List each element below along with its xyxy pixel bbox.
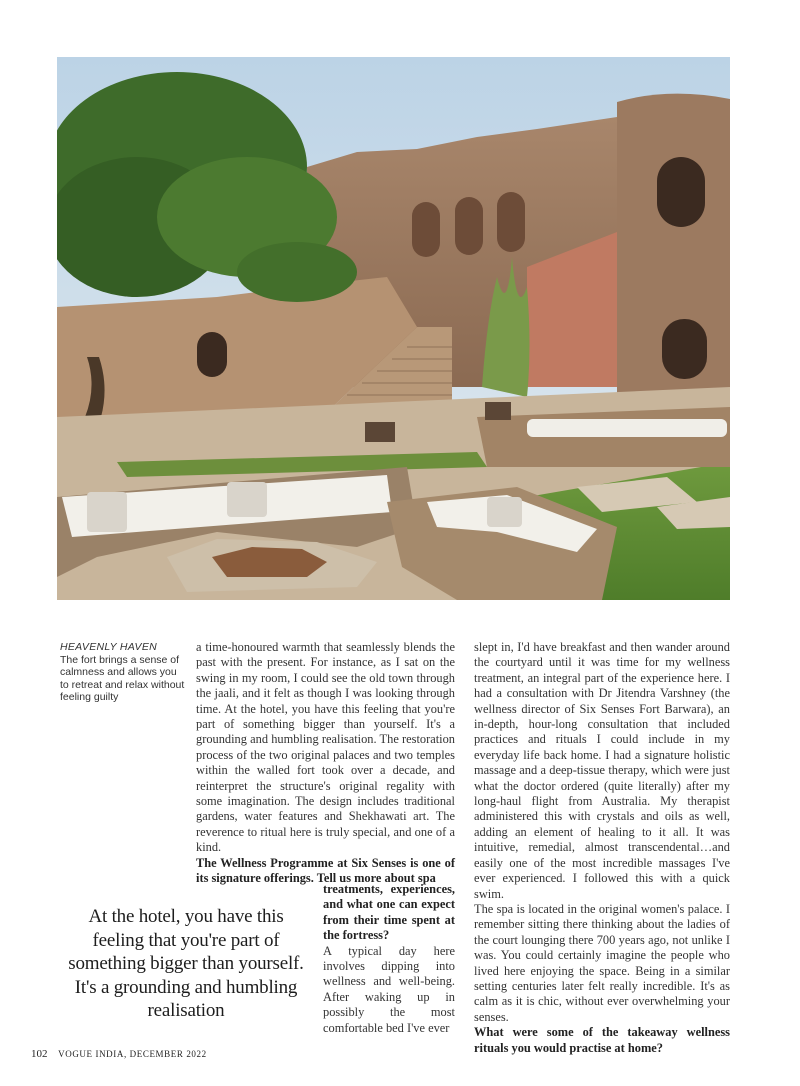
article-column-right	[474, 640, 730, 1056]
interview-question: The Wellness Programme at Six Senses is one of its signature offerings. Tell us more about spa	[196, 855, 455, 886]
article-column-middle	[196, 640, 455, 887]
page-footer	[31, 1048, 207, 1060]
article-paragraph: slept in, I'd have breakfast and then wander around the courtyard until it was time for my wellness treatment, an integral part of the experience here. I had a consultation with Dr Jitendra Varshney (the wellness director of Six Senses Fort Barwara), an in-depth, hour-long consultation that included practices and rituals I could include in my everyday life back home. I had a signature holistic massage and a deep-tissue therapy, which were just what the doctor ordered (quite literally) after my long-haul flight from Australia. My therapist administered this with crystals and oils as well, adding an element of healing to it all. It was intuitive, remedial, almost transcendental…and easily one of the most incredible massages I've ever experienced. I followed this with a quick swim.	[474, 640, 730, 901]
magazine-issue: VOGUE INDIA, DECEMBER 2022	[58, 1049, 207, 1059]
caption-body: The fort brings a sense of calmness and allows you to retreat and relax without feeling guilty	[60, 653, 185, 703]
fort-courtyard-photo	[57, 57, 730, 600]
article-paragraph: The spa is located in the original women's palace. I remember sitting there thinking about the ladies of the court lounging there 700 years ago, not unlike I was. You could certainly imagine the people who lived here enjoying the space. Being in a similar setting centuries later felt really incredible. It's as calm as it is chic, without ever overwhelming your senses.	[474, 901, 730, 1024]
photo-caption	[60, 641, 185, 704]
page-number: 102	[31, 1048, 48, 1060]
caption-title: HEAVENLY HAVEN	[60, 641, 158, 653]
pull-quote: At the hotel, you have this feeling that you're part of something bigger than yourself. It's a grounding and humbling realisation	[68, 906, 304, 1021]
article-paragraph: a time-honoured warmth that seamlessly blends the past with the present. For instance, as I sat on the swing in my room, I could see the old town through the jaali, and it felt as though I was looking through time. At the hotel, you have this feeling that you're part of something bigger than yourself. It's a grounding and humbling realisation. The restoration process of the two original palaces and two temples within the walled fort took over a decade, and reinterpret the structure's original regality with some imagination. The design includes traditional gardens, water features and Shekhawati art. The reverence to ritual here is truly special, and one of a kind.	[196, 640, 455, 855]
article-paragraph: A typical day here involves dipping into wellness and well-being. After waking up in possibly the most comfortable bed I've ever	[323, 943, 455, 1035]
interview-question-continued: treatments, experiences, and what one can expect from their time spent at the fortress?	[323, 882, 455, 943]
interview-question: What were some of the takeaway wellness rituals you would practise at home?	[474, 1025, 730, 1055]
article-column-middle-lower	[323, 882, 455, 1036]
